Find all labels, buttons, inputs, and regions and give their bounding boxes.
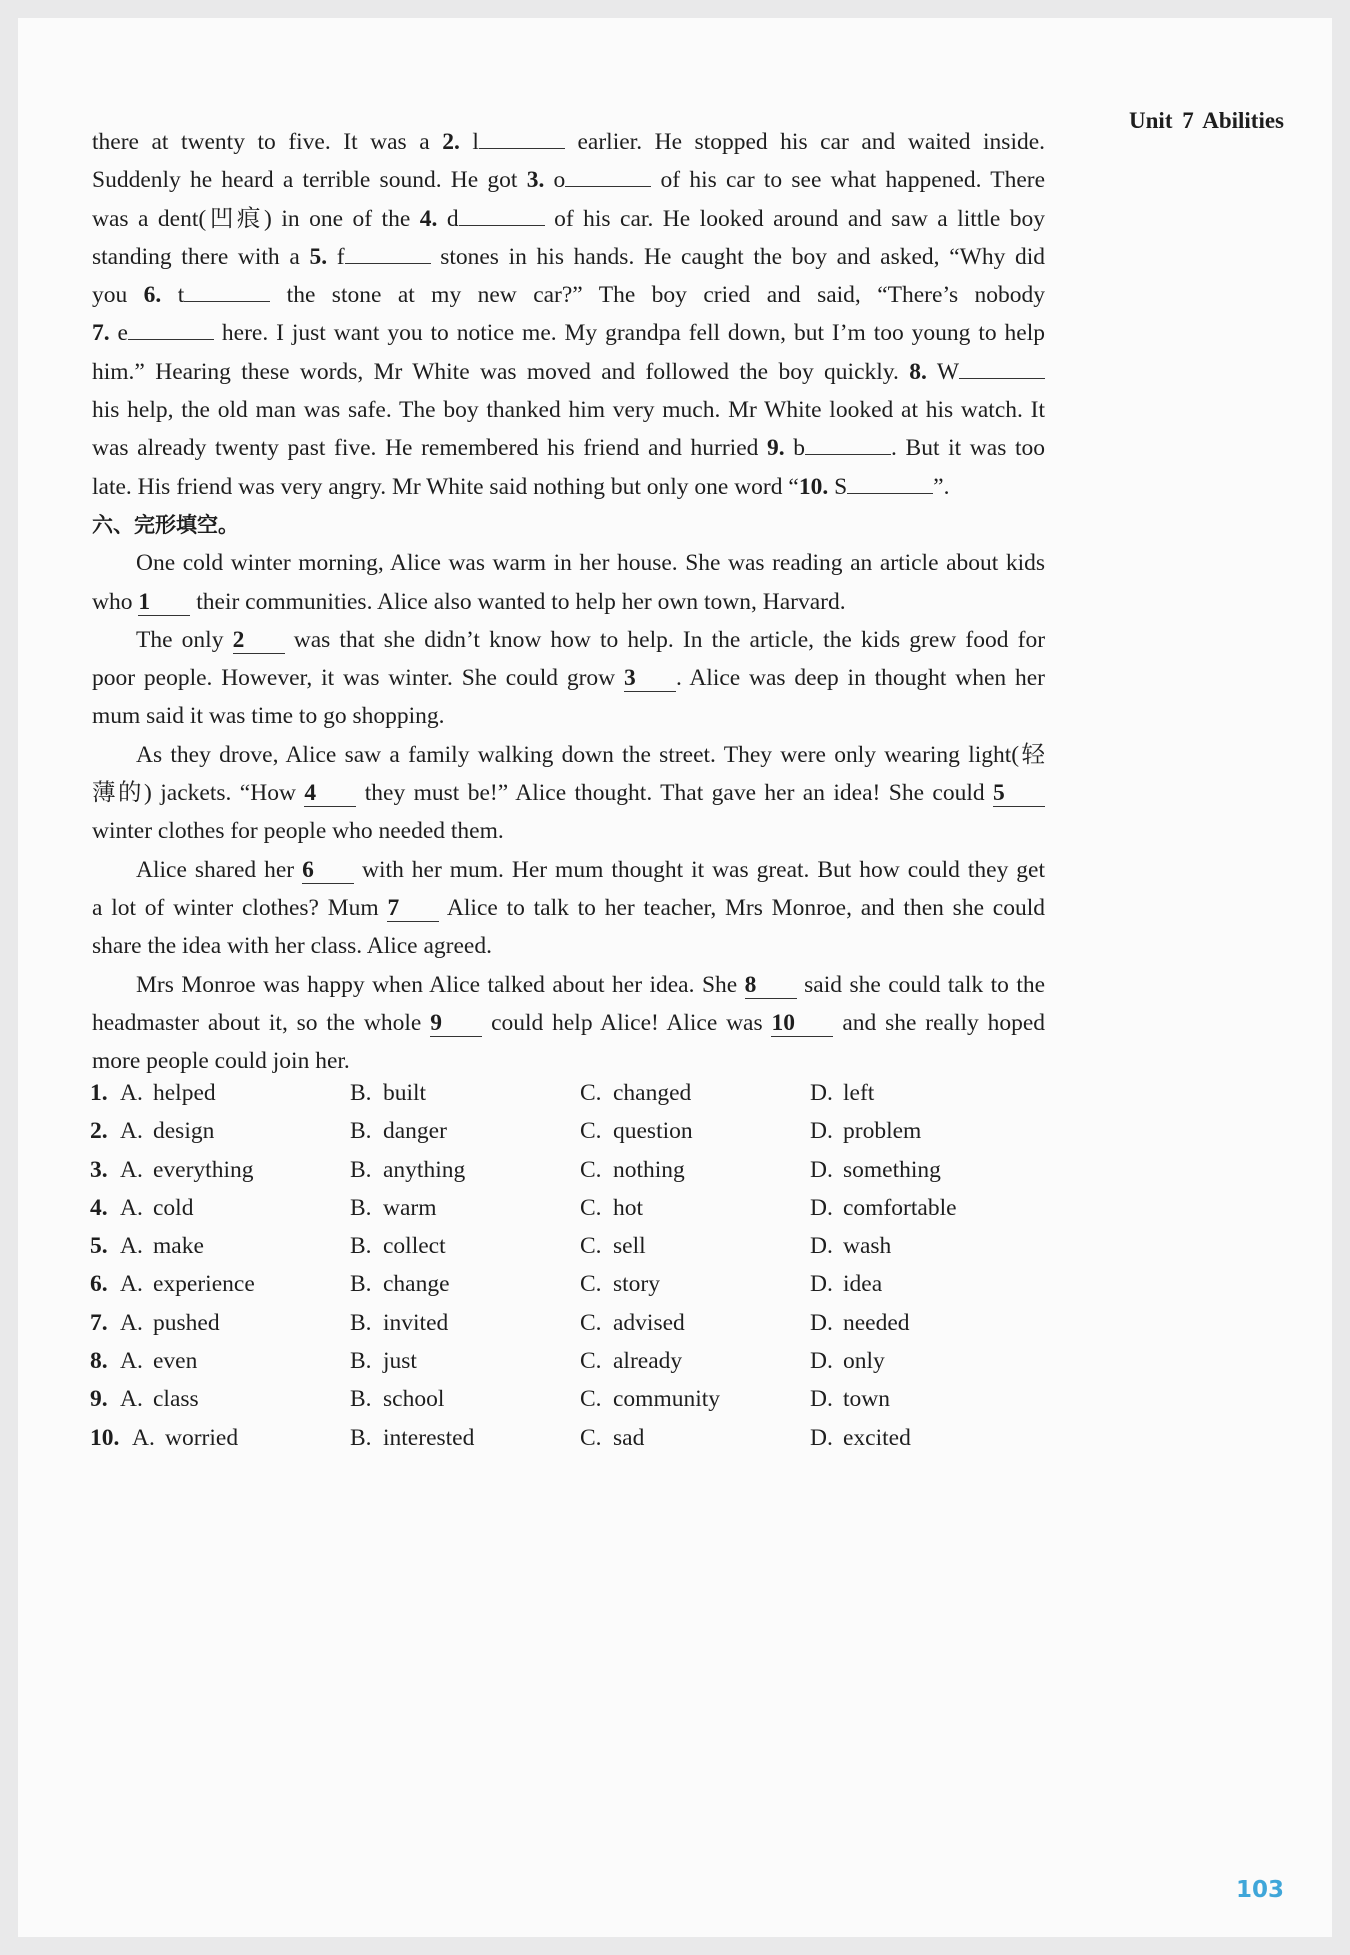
option-letter: B.: [350, 1271, 372, 1298]
option-b[interactable]: [350, 1386, 444, 1413]
option-c[interactable]: [580, 1425, 644, 1452]
answer-blank[interactable]: [479, 124, 565, 149]
option-letter: C.: [580, 1309, 602, 1336]
option-text: comfortable: [843, 1194, 957, 1221]
option-letter: D.: [810, 1080, 833, 1106]
option-text: something: [843, 1156, 941, 1183]
option-letter: A.: [120, 1194, 143, 1221]
option-b[interactable]: [350, 1080, 426, 1107]
option-letter: B.: [350, 1156, 372, 1183]
option-c[interactable]: [580, 1310, 685, 1337]
option-letter: D.: [810, 1309, 833, 1336]
option-text: just: [383, 1348, 417, 1375]
option-d[interactable]: [810, 1157, 941, 1184]
option-letter: B.: [350, 1309, 372, 1336]
cloze-line: One cold winter morning, Alice was warm in her house. She was reading an article about kids: [136, 550, 1045, 577]
option-b[interactable]: [350, 1348, 417, 1375]
option-letter: C.: [580, 1424, 602, 1451]
option-c[interactable]: [580, 1386, 720, 1413]
option-b[interactable]: [350, 1195, 437, 1222]
option-b[interactable]: [350, 1310, 448, 1337]
cloze-line: share the idea with her class. Alice agreed.: [92, 933, 492, 960]
option-letter: A.: [120, 1348, 143, 1375]
option-letter: C.: [580, 1348, 602, 1375]
cloze-line: The only 2 was that she didn’t know how to help. In the article, the kids grew food for: [136, 626, 1046, 653]
option-text: needed: [843, 1309, 910, 1336]
cloze-gap[interactable]: 5: [993, 780, 1045, 807]
option-letter: D.: [810, 1194, 833, 1221]
option-letter: B.: [350, 1080, 372, 1106]
option-letter: C.: [580, 1386, 602, 1413]
question-number: 2.: [90, 1118, 108, 1145]
section-title: 六、完形填空。: [92, 512, 239, 537]
answer-blank[interactable]: [459, 201, 545, 226]
option-text: question: [613, 1118, 693, 1145]
answer-blank[interactable]: [184, 277, 270, 302]
option-c[interactable]: [580, 1195, 643, 1222]
passage-line: you 6. t the stone at my new car?” The boy cried and said, “There’s nobody: [92, 276, 1045, 314]
cloze-line: headmaster about it, so the whole 9 could help Alice! Alice was 10 and she really hoped: [92, 1009, 1046, 1036]
option-c[interactable]: [580, 1348, 682, 1375]
answer-options: [90, 1080, 1050, 1463]
option-text: story: [613, 1271, 660, 1298]
option-text: hot: [613, 1194, 644, 1221]
cloze-line: As they drove, Alice saw a family walking down the street. They were only wearing light(轻: [136, 741, 1045, 768]
option-row: [90, 1348, 1050, 1386]
option-text: helped: [153, 1080, 216, 1106]
cloze-gap[interactable]: 2: [233, 627, 285, 654]
option-text: experience: [153, 1271, 255, 1298]
question-number: 9.: [90, 1386, 108, 1413]
option-row: [90, 1157, 1050, 1195]
option-text: interested: [383, 1424, 475, 1451]
option-a[interactable]: [120, 1271, 255, 1298]
option-letter: A.: [120, 1309, 143, 1336]
cloze-gap[interactable]: 9: [430, 1010, 482, 1037]
option-d[interactable]: [810, 1310, 910, 1337]
option-text: school: [383, 1386, 445, 1413]
option-row: [90, 1425, 1050, 1463]
option-letter: D.: [810, 1348, 833, 1375]
option-text: community: [613, 1386, 721, 1413]
option-letter: C.: [580, 1080, 602, 1106]
option-d[interactable]: [810, 1386, 890, 1413]
passage-line: 7. e here. I just want you to notice me. My grandpa fell down, but I’m too young to help: [92, 314, 1045, 352]
cloze-line: who 1 their communities. Alice also wanted to help her own town, Harvard.: [92, 588, 846, 615]
option-letter: C.: [580, 1156, 602, 1183]
option-d[interactable]: [810, 1425, 911, 1452]
option-letter: A.: [120, 1271, 143, 1298]
option-c[interactable]: [580, 1080, 691, 1107]
option-text: advised: [613, 1309, 685, 1336]
option-letter: D.: [810, 1156, 833, 1183]
option-letter: A.: [120, 1118, 143, 1145]
option-letter: D.: [810, 1424, 833, 1451]
cloze-line: poor people. However, it was winter. She could grow 3 . Alice was deep in thought when her: [92, 665, 1045, 692]
option-text: town: [843, 1386, 890, 1413]
answer-blank[interactable]: [847, 469, 933, 494]
section-heading: [92, 506, 1045, 544]
cloze-line: more people could join her.: [92, 1048, 350, 1075]
passage-line: Suddenly he heard a terrible sound. He got 3. o of his car to see what happened. There: [92, 161, 1045, 199]
option-letter: C.: [580, 1233, 602, 1260]
option-text: built: [383, 1080, 427, 1106]
option-text: invited: [383, 1309, 449, 1336]
option-text: excited: [843, 1424, 911, 1451]
option-text: collect: [383, 1233, 446, 1260]
option-letter: A.: [132, 1424, 155, 1451]
cloze-line: Mrs Monroe was happy when Alice talked about her idea. She 8 said she could talk to the: [136, 971, 1046, 998]
answer-blank[interactable]: [565, 162, 651, 187]
option-text: worried: [165, 1424, 239, 1451]
option-letter: D.: [810, 1386, 833, 1413]
option-a[interactable]: [132, 1425, 238, 1452]
question-number: 3.: [90, 1156, 108, 1183]
cloze-gap[interactable]: 1: [138, 589, 190, 616]
question-number: 10.: [90, 1424, 120, 1451]
option-letter: C.: [580, 1194, 602, 1221]
option-c[interactable]: [580, 1157, 685, 1184]
option-text: nothing: [613, 1156, 685, 1183]
cloze-line: 薄的) jackets. “How 4 they must be!” Alice thought. That gave her an idea! She could 5: [92, 774, 1045, 812]
cloze-line: Alice shared her 6 with her mum. Her mum thought it was great. But how could they get: [136, 856, 1045, 883]
option-text: danger: [383, 1118, 447, 1145]
cloze-gap[interactable]: 7: [387, 895, 439, 922]
option-d[interactable]: [810, 1080, 874, 1107]
option-text: pushed: [153, 1309, 220, 1336]
option-text: warm: [383, 1194, 437, 1221]
option-row: [90, 1118, 1050, 1156]
option-b[interactable]: [350, 1425, 474, 1452]
question-number: 7.: [90, 1309, 108, 1336]
cloze-gap[interactable]: 4: [304, 780, 356, 807]
cloze-gap[interactable]: 6: [302, 857, 354, 884]
option-letter: A.: [120, 1156, 143, 1183]
option-b[interactable]: [350, 1118, 447, 1145]
option-a[interactable]: [120, 1157, 254, 1184]
option-letter: B.: [350, 1424, 372, 1451]
cloze-line: winter clothes for people who needed them.: [92, 818, 504, 845]
option-d[interactable]: [810, 1271, 882, 1298]
option-a[interactable]: [120, 1233, 204, 1260]
question-number: 1.: [90, 1080, 108, 1106]
question-number: 5.: [90, 1233, 108, 1260]
option-row: [90, 1195, 1050, 1233]
option-letter: C.: [580, 1271, 602, 1298]
option-text: wash: [843, 1233, 892, 1260]
answer-blank[interactable]: [805, 430, 891, 455]
option-text: changed: [613, 1080, 692, 1106]
option-text: class: [153, 1386, 199, 1413]
cloze-gap[interactable]: 8: [745, 972, 797, 999]
option-b[interactable]: [350, 1233, 446, 1260]
answer-blank[interactable]: [959, 354, 1045, 379]
answer-blank[interactable]: [345, 239, 431, 264]
option-text: change: [383, 1271, 450, 1298]
option-letter: D.: [810, 1233, 833, 1260]
option-letter: A.: [120, 1233, 143, 1260]
option-a[interactable]: [120, 1118, 214, 1145]
option-row: [90, 1233, 1050, 1271]
running-head: Unit 7 Abilities: [1129, 108, 1284, 133]
option-letter: D.: [810, 1271, 833, 1298]
question-number: 6.: [90, 1271, 108, 1298]
answer-blank[interactable]: [128, 315, 214, 340]
option-letter: B.: [350, 1194, 372, 1221]
option-text: idea: [843, 1271, 883, 1298]
option-text: anything: [383, 1156, 466, 1183]
option-text: problem: [843, 1118, 922, 1145]
option-text: cold: [153, 1194, 194, 1221]
option-a[interactable]: [120, 1195, 193, 1222]
question-number: 4.: [90, 1194, 108, 1221]
option-c[interactable]: [580, 1271, 660, 1298]
passage-line: standing there with a 5. f stones in his hands. He caught the boy and asked, “Why did: [92, 238, 1045, 276]
option-text: design: [153, 1118, 215, 1145]
option-text: left: [843, 1080, 875, 1106]
option-letter: C.: [580, 1118, 602, 1145]
option-d[interactable]: [810, 1348, 885, 1375]
option-a[interactable]: [120, 1386, 199, 1413]
option-row: [90, 1271, 1050, 1309]
option-d[interactable]: [810, 1195, 957, 1222]
cloze-gap[interactable]: 3: [624, 665, 676, 692]
option-d[interactable]: [810, 1118, 921, 1145]
option-text: already: [613, 1348, 683, 1375]
option-a[interactable]: [120, 1310, 220, 1337]
passage-line: there at twenty to five. It was a 2. l earlier. He stopped his car and waited inside.: [92, 123, 1045, 161]
option-text: sell: [613, 1233, 646, 1260]
cloze-gap[interactable]: 10: [771, 1010, 833, 1037]
option-a[interactable]: [120, 1080, 216, 1107]
word-fill-passage: [92, 123, 1045, 1080]
option-text: even: [153, 1348, 198, 1375]
option-letter: B.: [350, 1233, 372, 1260]
option-row: [90, 1080, 1050, 1118]
option-letter: D.: [810, 1118, 833, 1145]
option-letter: B.: [350, 1386, 372, 1413]
passage-line: late. His friend was very angry. Mr White said nothing but only one word “10. S ”.: [92, 468, 1045, 506]
option-letter: A.: [120, 1386, 143, 1413]
option-text: everything: [153, 1156, 254, 1183]
passage-line: him.” Hearing these words, Mr White was moved and followed the boy quickly. 8. W: [92, 353, 1045, 391]
option-text: only: [843, 1348, 885, 1375]
option-text: sad: [613, 1424, 645, 1451]
option-a[interactable]: [120, 1348, 197, 1375]
option-letter: B.: [350, 1348, 372, 1375]
workbook-page: [18, 18, 1332, 1937]
option-row: [90, 1310, 1050, 1348]
option-b[interactable]: [350, 1157, 465, 1184]
passage-line: was a dent(凹痕) in one of the 4. d of his car. He looked around and saw a little boy: [92, 200, 1045, 238]
option-letter: B.: [350, 1118, 372, 1145]
option-d[interactable]: [810, 1233, 891, 1260]
option-row: [90, 1386, 1050, 1424]
page-number: 103: [1235, 1877, 1284, 1903]
option-letter: A.: [120, 1080, 143, 1106]
cloze-line: mum said it was time to go shopping.: [92, 703, 445, 730]
passage-line: his help, the old man was safe. The boy thanked him very much. Mr White looked at his watch. It: [92, 397, 1045, 424]
option-b[interactable]: [350, 1271, 450, 1298]
question-number: 8.: [90, 1348, 108, 1375]
option-c[interactable]: [580, 1118, 693, 1145]
option-text: make: [153, 1233, 204, 1260]
passage-line: was already twenty past five. He remembered his friend and hurried 9. b . But it was too: [92, 429, 1045, 467]
cloze-line: a lot of winter clothes? Mum 7 Alice to talk to her teacher, Mrs Monroe, and then she could: [92, 894, 1045, 921]
option-c[interactable]: [580, 1233, 646, 1260]
